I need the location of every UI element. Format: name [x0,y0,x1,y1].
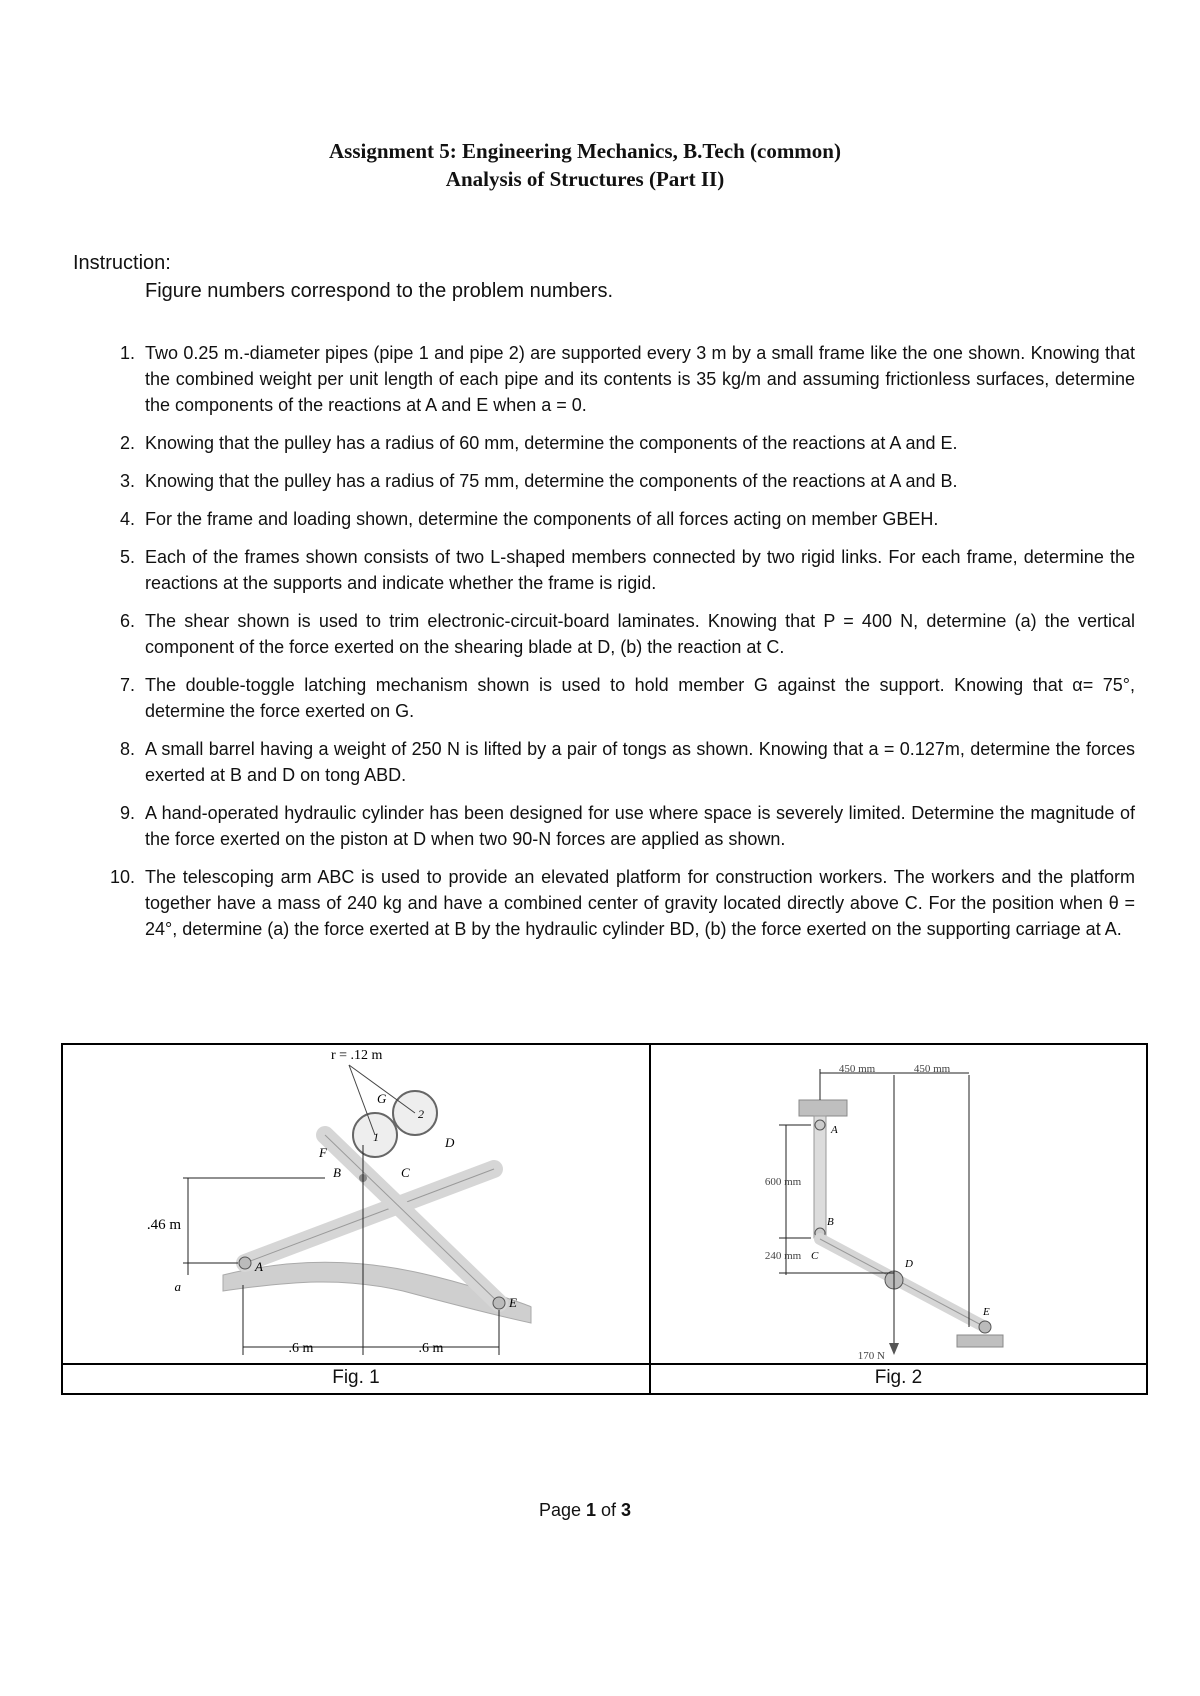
problem-number: 6. [119,611,135,631]
problem-item [95,672,1135,724]
a-label: a [174,1279,181,1294]
label-f: F [319,1145,327,1160]
label-b: B [333,1165,341,1180]
pin-e [979,1321,991,1333]
assignment-title: Assignment 5: Engineering Mechanics, B.Tech (common) [329,139,841,163]
problem-number: 7. [119,675,135,695]
dim-240-label: 240 mm [764,1250,802,1262]
dim-left-label: .6 m [288,1341,314,1356]
dim-600-label: 600 mm [764,1176,802,1188]
member-ab [814,1116,826,1238]
problem-number: 2. [119,433,135,453]
problem-number: 3. [119,471,135,491]
footer-of: of [596,1500,622,1520]
dim-right-label: .6 m [418,1341,444,1356]
pin-e [493,1297,505,1309]
problem-text: A small barrel having a weight of 250 N is lifted by a pair of tongs as shown. Knowing that a = 0.127m, determine the forces exerted at B and D on tong ABD. [145,739,1135,785]
problem-item [95,800,1135,852]
fig2-diagram [651,1045,1146,1363]
instruction-heading: Instruction: [73,252,171,274]
label-a: A [255,1259,263,1274]
problem-item [95,468,1135,494]
label-g: G [377,1091,387,1106]
fig1-diagram [63,1045,649,1363]
problem-item [95,608,1135,660]
problem-text: The shear shown is used to trim electronic-circuit-board laminates. Knowing that P = 400 N, determine (a) the vertical component of the force exerted on the shearing blade at D, (b) the reaction at C. [145,611,1135,657]
label-d: D [905,1258,913,1270]
label-c: C [811,1250,819,1262]
footer-prefix: Page [538,1500,586,1520]
fig2-caption: Fig. 2 [651,1363,1146,1393]
radius-label: r = .12 m [331,1048,383,1063]
height-label: .46 m [146,1217,181,1233]
problem-number: 1. [119,343,135,363]
assignment-subtitle: Analysis of Structures (Part II) [445,167,725,191]
problem-item [95,506,1135,532]
label-e: E [509,1295,517,1310]
page-footer [0,1500,1170,1521]
bottom-support [957,1335,1003,1347]
problem-text: Knowing that the pulley has a radius of 75 mm, determine the components of the reactions at A and B. [145,471,958,491]
problem-item [95,736,1135,788]
problem-item [95,544,1135,596]
problem-text: Each of the frames shown consists of two L-shaped members connected by two rigid links. For each frame, determine the reactions at the supports and indicate whether the frame is rigid. [145,547,1135,593]
label-pipe-1: 1 [373,1130,379,1144]
load-label: 170 N [857,1350,885,1362]
instruction-body: Figure numbers correspond to the problem numbers. [145,280,614,302]
label-b: B [827,1216,834,1228]
current-page-number: 1 [586,1500,597,1520]
problem-text: The double-toggle latching mechanism shown is used to hold member G against the support. Knowing that α= 75°, determine the force exerted on G. [145,675,1135,721]
problem-number: 9. [119,803,135,823]
problem-number: 4. [119,509,135,529]
label-c: C [401,1165,410,1180]
label-a: A [831,1124,838,1136]
label-d: D [445,1135,455,1150]
problem-item [95,864,1135,942]
problem-text: Two 0.25 m.-diameter pipes (pipe 1 and pipe 2) are supported every 3 m by a small frame like the one shown. Knowing that the combined weight per unit length of each pipe and its contents is 35 kg/m and assuming frictionless surfaces, determine the components of the reactions at A and E when a = 0. [145,343,1135,415]
figure-cell-1 [63,1045,651,1393]
problem-text: Knowing that the pulley has a radius of 60 mm, determine the components of the reactions at A and E. [145,433,958,453]
fig1-caption: Fig. 1 [63,1363,649,1393]
load-arrow [889,1343,899,1355]
problem-text: A hand-operated hydraulic cylinder has been designed for use where space is severely limited. Determine the magnitude of the force exerted on the piston at D when two 90-N forces are applied as shown. [145,803,1135,849]
problem-number: 10. [109,867,135,887]
pin-a [815,1120,825,1130]
total-page-number: 3 [621,1500,632,1520]
problem-item [95,430,1135,456]
figure-cell-2 [651,1045,1146,1393]
top-support [799,1100,847,1116]
label-e: E [983,1306,990,1318]
problem-item [95,340,1135,418]
problem-list [95,340,1135,954]
dim-top-left-label: 450 mm [838,1063,876,1075]
problem-text: The telescoping arm ABC is used to provide an elevated platform for construction workers. The workers and the platform together have a mass of 240 kg and have a combined center of gravity located directly above C. For the position when θ = 24°, determine (a) the force exerted at B by the hydraulic cylinder BD, (b) the force exerted on the supporting carriage at A. [145,867,1135,939]
problem-number: 5. [119,547,135,567]
problem-number: 8. [119,739,135,759]
problem-text: For the frame and loading shown, determine the components of all forces acting on member GBEH. [145,509,939,529]
label-pipe-2: 2 [418,1107,424,1121]
figure-table [61,1043,1148,1395]
dim-top-right-label: 450 mm [913,1063,951,1075]
pin-a [239,1257,251,1269]
